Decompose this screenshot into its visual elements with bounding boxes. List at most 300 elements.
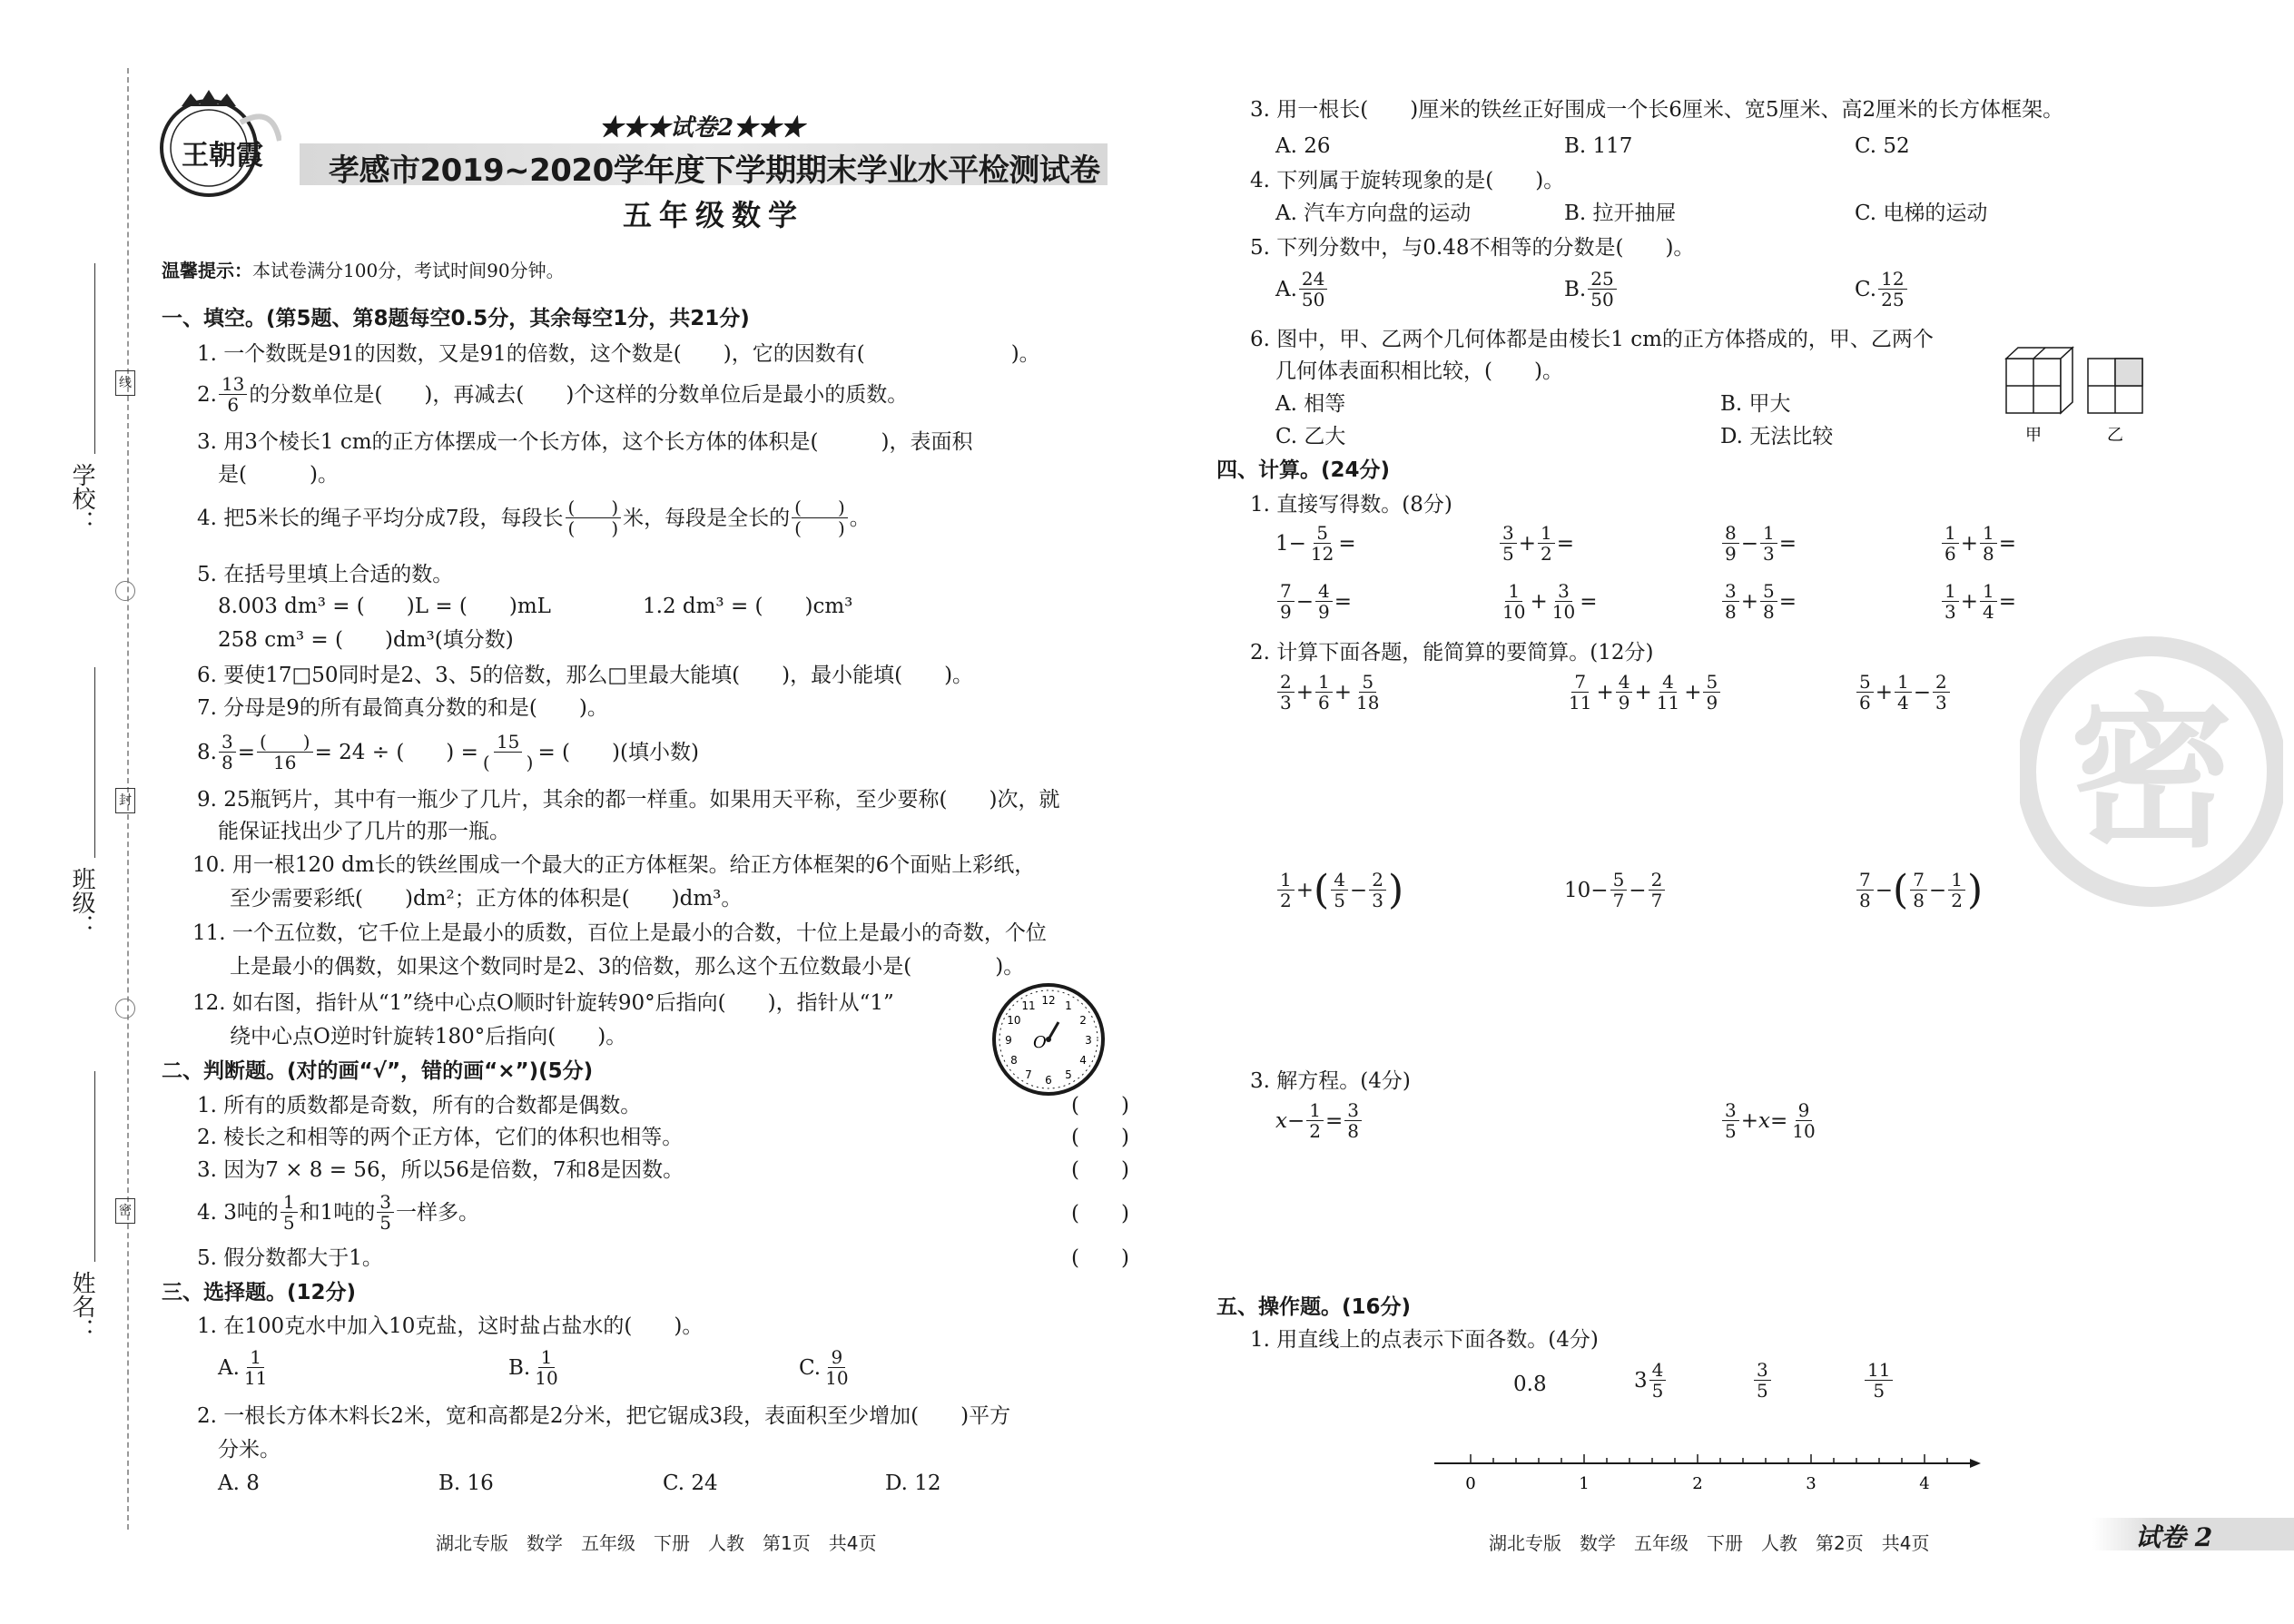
fraction-numerator: 13: [219, 374, 247, 395]
fraction-denominator: 10: [825, 1367, 849, 1389]
fraction-numerator: 1: [1895, 672, 1912, 693]
fraction: [1277, 870, 1295, 910]
fraction: [1308, 523, 1336, 564]
fill-q9-line1: 9. 25瓶钙片，其中有一瓶少了几片，其余的都一样重。如果用天平称，至少要称( )次，就: [197, 788, 1060, 812]
clock-numeral: 3: [1085, 1034, 1092, 1047]
judge-q4-text-b: 和1吨的: [299, 1200, 376, 1225]
choice-q1: 1. 在100克水中加入10克盐，这时盐占盐水的( )。: [197, 1314, 704, 1338]
fill-q8-end: = ( )(填小数): [537, 740, 699, 764]
fill-q4-text-b: 米，每段是全长的: [623, 506, 791, 530]
choice-q1-option-b[interactable]: [508, 1347, 563, 1388]
minus-sign: −: [1590, 878, 1609, 902]
fraction-numerator: 3: [219, 732, 236, 753]
equals-sign: =: [1556, 531, 1575, 556]
plus-sign: +: [1596, 680, 1614, 704]
fraction: [1703, 672, 1720, 713]
fraction-denominator: 50: [1590, 289, 1614, 310]
simplify-calc-6: [1855, 866, 1984, 913]
operation-q1: 1. 用直线上的点表示下面各数。(4分): [1250, 1328, 1599, 1352]
exam-subtitle: 五年级数学: [623, 198, 805, 232]
fraction-13-6: [219, 374, 247, 415]
fraction-numerator: 4: [1315, 581, 1333, 602]
fraction-denominator: 50: [1301, 289, 1325, 310]
fraction-9-10: [822, 1347, 851, 1388]
fraction-denominator: 9: [1318, 601, 1330, 623]
choice-q6-line1: 6. 图中，甲、乙两个几何体都是由棱长1 cm的正方体搭成的，甲、乙两个: [1250, 328, 1934, 351]
fraction: [1610, 870, 1628, 910]
clock-numeral: 10: [1007, 1014, 1021, 1027]
fraction-numerator: 3: [1722, 581, 1739, 602]
blank-denominator: ( ): [567, 517, 619, 539]
fraction-numerator: 3: [1500, 523, 1517, 544]
section-3-heading: 三、选择题。(12分): [162, 1281, 357, 1304]
figure-label-yi: 乙: [2107, 426, 2123, 445]
fraction-denominator: 3: [1763, 543, 1775, 565]
judge-answer-4[interactable]: ( ): [1071, 1202, 1129, 1225]
fraction-denominator: 5: [282, 1212, 295, 1234]
choice-q4-option-a[interactable]: A. 汽车方向盘的运动: [1275, 202, 1472, 225]
fraction-denominator: 11: [1656, 692, 1680, 714]
choice-q5-option-b[interactable]: [1564, 269, 1619, 310]
exam-title: 孝感市2019~2020学年度下学期期末学业水平检测试卷: [329, 153, 1100, 189]
fraction-numerator: 3: [1344, 1100, 1362, 1121]
fraction: [1789, 1100, 1817, 1141]
variable-x: x: [1275, 1108, 1287, 1133]
fill-q3-line2: 是( )。: [218, 463, 339, 487]
fraction-numerator: ( ): [257, 732, 313, 753]
right-page-footer: 湖北专版 数学 五年级 下册 人教 第2页 共4页: [1489, 1532, 1930, 1554]
choice-q2-option-b[interactable]: B. 16: [438, 1471, 494, 1495]
fraction-numerator: 5: [1703, 672, 1720, 693]
fraction-numerator: 1: [1306, 1100, 1324, 1121]
fraction-numerator: 1: [538, 1347, 556, 1368]
fraction-3-8: [219, 732, 236, 773]
judge-answer-1[interactable]: ( ): [1071, 1094, 1129, 1117]
right-paren: ): [1966, 866, 1984, 913]
minus-sign: −: [1928, 878, 1947, 902]
choice-q2-option-d[interactable]: D. 12: [885, 1471, 941, 1495]
fraction: [1277, 672, 1295, 713]
choice-q3: 3. 用一根长( )厘米的铁丝正好围成一个长6厘米、宽5厘米、高2厘米的长方体框架。: [1250, 98, 2064, 122]
fill-q1: 1. 一个数既是91的因数，又是91的倍数，这个数是( )，它的因数有( )。: [197, 342, 1040, 366]
fill-q4-text-a: 4. 把5米长的绳子平均分成7段，每段长: [197, 506, 564, 530]
plus-sign: +: [1875, 680, 1894, 704]
fraction-denominator: 12: [1310, 543, 1334, 565]
fraction: [1754, 1360, 1771, 1401]
blank-numerator: ( ): [792, 497, 848, 518]
option-letter: C.: [799, 1355, 822, 1380]
fraction-blank-16: [257, 732, 313, 773]
seal-mark-secret: 密: [115, 1198, 135, 1224]
fraction-3-5: [377, 1192, 394, 1233]
fraction-denominator: 8: [1913, 890, 1925, 911]
choice-q3-option-a[interactable]: A. 26: [1275, 134, 1331, 158]
fraction: [1277, 581, 1295, 622]
fraction-numerator: 1: [1505, 581, 1522, 602]
fraction: [1344, 1100, 1362, 1141]
class-underline: [94, 667, 95, 858]
clock-numeral: 4: [1079, 1054, 1087, 1067]
fraction-numerator: 5: [1760, 581, 1777, 602]
fill-q11-line2: 上是最小的偶数，如果这个数同时是2、3的倍数，那么这个五位数最小是( )。: [230, 955, 1025, 979]
equals-sign: =: [1325, 1108, 1344, 1133]
choice-q6-line2: 几何体表面积相比较，( )。: [1275, 359, 1563, 383]
fraction-numerator: 5: [1610, 870, 1628, 891]
option-letter: B.: [508, 1355, 531, 1380]
fraction-denominator: 5: [1651, 1380, 1664, 1402]
logo-text: 王朝霞: [182, 140, 263, 172]
plus-sign: +: [1740, 589, 1759, 614]
fraction-denominator: 4: [1897, 692, 1909, 714]
fill-q2: [197, 374, 908, 415]
choice-q4-option-b[interactable]: B. 拉开抽屉: [1564, 202, 1677, 225]
clock-numeral: 6: [1045, 1074, 1052, 1087]
fill-q8-num: 8.: [197, 740, 217, 764]
section-4-heading: 四、计算。(24分): [1216, 458, 1391, 482]
judge-q2: 2. 棱长之和相等的两个正方体，它们的体积也相等。: [197, 1126, 684, 1149]
fill-q12-line2: 绕中心点O逆时针旋转180°后指向( )。: [230, 1025, 627, 1048]
judge-q4-text-a: 4. 3吨的: [197, 1200, 279, 1225]
fraction-denominator: 9: [1618, 692, 1630, 714]
fraction-numerator: 3: [1722, 1100, 1739, 1121]
clock-figure: [989, 980, 1108, 1098]
blank-numerator: ( ): [566, 497, 622, 518]
plus-sign: +: [1960, 589, 1979, 614]
fraction-denominator: 5: [1334, 890, 1345, 911]
fill-q5b: 1.2 dm³ = ( )cm³: [643, 595, 853, 618]
fill-q4-text-c: 。: [849, 506, 871, 530]
fraction: [1306, 1100, 1324, 1141]
choice-q6-option-c[interactable]: C. 乙大: [1275, 425, 1346, 448]
fraction-numerator: 5: [1359, 672, 1376, 693]
fraction: [1315, 672, 1333, 713]
equation-2: [1720, 1100, 1820, 1141]
equals-sign: =: [1334, 589, 1353, 614]
fraction: [1722, 1100, 1739, 1141]
name-underline: [94, 1071, 95, 1262]
fill-q12-line1: 12. 如右图，指针从“1”绕中心点O顺时针旋转90°后指向( )，指针从“1”: [192, 991, 894, 1015]
section-2-heading: 二、判断题。(对的画“√”，错的画“×”)(5分): [162, 1059, 594, 1083]
fraction: [1865, 1360, 1893, 1401]
fraction-denominator: 11: [1569, 692, 1592, 714]
plus-sign: +: [1530, 589, 1548, 614]
simplify-calc-3: [1855, 672, 1952, 713]
equals-sign: =: [1998, 531, 2017, 556]
fraction-denominator: 2: [1309, 1120, 1321, 1142]
option-letter: A.: [218, 1355, 240, 1380]
choice-q2-line1: 2. 一根长方体木料长2米，宽和高都是2分米，把它锯成3段，表面积至少增加( )平方: [197, 1404, 1011, 1428]
equals-sign: =: [1778, 531, 1797, 556]
fraction-denominator: ( ): [482, 752, 534, 773]
judge-q1: 1. 所有的质数都是奇数，所有的合数都是偶数。: [197, 1094, 642, 1117]
variable-x: x: [1758, 1108, 1770, 1133]
plus-sign: +: [1634, 680, 1652, 704]
fraction-numerator: 1: [1760, 523, 1777, 544]
fraction-numerator: 15: [494, 732, 522, 753]
direct-calc-5: [1275, 581, 1352, 622]
fraction: [1856, 870, 1874, 910]
fraction-denominator: 8: [1983, 543, 1994, 565]
fraction-denominator: 18: [1356, 692, 1380, 714]
fill-q6: 6. 要使17□50同时是2、3、5的倍数，那么□里最大能填( )，最小能填( )。: [197, 664, 974, 687]
fraction: [1649, 1360, 1667, 1401]
fill-q10-line1: 10. 用一根120 dm长的铁丝围成一个最大的正方体框架。给正方体框架的6个面贴上彩纸，: [192, 853, 1036, 877]
school-underline: [94, 263, 95, 454]
binding-hole-icon: [115, 581, 135, 601]
fraction-denominator: 5: [1502, 543, 1514, 565]
choice-q3-option-c[interactable]: C. 52: [1855, 134, 1910, 158]
fraction: [1910, 870, 1927, 910]
fraction-denominator: 9: [1725, 543, 1737, 565]
fraction-denominator: 3: [1935, 692, 1947, 714]
fraction: [1948, 870, 1965, 910]
section-5-heading: 五、操作题。(16分): [1216, 1295, 1412, 1319]
fraction-denominator: 2: [1951, 890, 1963, 911]
direct-calc-8: [1940, 581, 2016, 622]
judge-q4: [197, 1192, 479, 1233]
choice-q6-option-d[interactable]: D. 无法比较: [1720, 425, 1834, 448]
tip-label: 温馨提示：: [162, 260, 252, 281]
fraction-numerator: 1: [1942, 523, 1959, 544]
fraction-denominator: 16: [273, 752, 297, 773]
minus-sign: −: [1875, 878, 1894, 902]
fill-q7: 7. 分母是9的所有最简真分数的和是( )。: [197, 696, 608, 720]
fraction-numerator: 4: [1616, 672, 1633, 693]
plus-sign: +: [1684, 680, 1702, 704]
fraction-numerator: 1: [1942, 581, 1959, 602]
fraction-denominator: 5: [379, 1212, 391, 1234]
school-label: 学校：: [68, 463, 95, 534]
fraction: [1550, 581, 1578, 622]
fraction-numerator: 7: [1856, 870, 1874, 891]
choice-q6-option-b[interactable]: B. 甲大: [1720, 392, 1791, 416]
fraction-denominator: 8: [1859, 890, 1871, 911]
choice-q1-option-c[interactable]: [799, 1347, 853, 1388]
fraction-numerator: 5: [1314, 523, 1331, 544]
direct-calc-2: [1498, 523, 1574, 564]
fill-q3-line1: 3. 用3个棱长1 cm的正方体摆成一个长方体，这个长方体的体积是( )，表面积: [197, 430, 973, 454]
fraction: [1942, 581, 1959, 622]
fraction: [1942, 523, 1959, 564]
fraction-denominator: 10: [1792, 1120, 1816, 1142]
fraction-numerator: 24: [1299, 269, 1327, 290]
option-letter: A.: [1275, 277, 1297, 301]
calc-q3-heading: 3. 解方程。(4分): [1250, 1069, 1411, 1093]
choice-q2-line2: 分米。: [218, 1438, 281, 1462]
fraction: [1980, 523, 1997, 564]
class-label: 班级：: [68, 867, 95, 938]
fraction-numerator: 5: [1856, 672, 1874, 693]
fill-q5: 5. 在括号里填上合适的数。: [197, 563, 454, 586]
blank-fraction: [792, 497, 848, 538]
choice-q4-option-c[interactable]: C. 电梯的运动: [1855, 202, 1988, 225]
fill-q8-mid: = 24 ÷ ( ) =: [314, 740, 478, 764]
fraction-numerator: 8: [1722, 523, 1739, 544]
judge-q4-text-c: 一样多。: [396, 1200, 479, 1225]
fraction-numerator: 3: [377, 1192, 394, 1213]
fraction: [1856, 672, 1874, 713]
fraction-numerator: 12: [1878, 269, 1906, 290]
equals-sign: =: [1580, 589, 1598, 614]
minus-sign: −: [1349, 878, 1368, 902]
fraction: [1331, 870, 1348, 910]
fraction: [1722, 581, 1739, 622]
fraction-denominator: 2: [1280, 890, 1292, 911]
equals-sign: =: [1770, 1108, 1788, 1133]
right-paren: ): [1387, 866, 1404, 913]
number-11-5: [1863, 1360, 1895, 1401]
fraction-25-50: [1588, 269, 1616, 310]
fraction-24-50: [1299, 269, 1327, 310]
judge-q3: 3. 因为7 × 8 = 56，所以56是倍数，7和8是因数。: [197, 1158, 684, 1182]
fraction-denominator: 3: [1944, 601, 1956, 623]
choice-q5-option-a[interactable]: [1275, 269, 1329, 310]
fraction: [1654, 672, 1682, 713]
clock-numeral: 8: [1010, 1054, 1018, 1067]
watermark-glyph: 密: [2069, 680, 2234, 870]
fraction: [1760, 523, 1777, 564]
fill-q4: [197, 497, 871, 538]
equals-sign: =: [1778, 589, 1797, 614]
fraction-12-25: [1878, 269, 1906, 310]
secret-watermark-icon: [2020, 635, 2283, 908]
fraction-denominator: 8: [1347, 1120, 1360, 1142]
operand: 10: [1564, 878, 1591, 902]
simplify-calc-4: [1275, 866, 1404, 913]
blank-denominator: ( ): [794, 517, 845, 539]
plus-sign: +: [1518, 531, 1537, 556]
choice-q4: 4. 下列属于旋转现象的是( )。: [1250, 169, 1565, 192]
fraction-1-5: [281, 1192, 298, 1233]
direct-calc-3: [1720, 523, 1797, 564]
fraction: [1315, 581, 1333, 622]
fraction: [1616, 672, 1633, 713]
fraction-denominator: 8: [1725, 601, 1737, 623]
minus-sign: −: [1913, 680, 1932, 704]
fraction-1-11: [241, 1347, 270, 1388]
number-line-label: 4: [1919, 1474, 1930, 1493]
fraction-denominator: 10: [1551, 601, 1576, 623]
fraction-denominator: 25: [1881, 289, 1905, 310]
fraction-numerator: 2: [1649, 870, 1666, 891]
plus-sign: +: [1960, 531, 1979, 556]
fraction-denominator: 9: [1706, 692, 1718, 714]
simplify-calc-2: [1564, 672, 1722, 713]
fraction-numerator: 4: [1331, 870, 1348, 891]
number-line-label: 1: [1579, 1474, 1590, 1493]
equals-sign: =: [237, 740, 255, 764]
clock-numeral: 11: [1021, 999, 1036, 1012]
plus-sign: +: [1334, 680, 1353, 704]
fill-q5a: 8.003 dm³ = ( )L = ( )mL: [218, 595, 551, 618]
fraction: [1500, 523, 1517, 564]
fraction-numerator: 9: [1796, 1100, 1813, 1121]
plus-sign: +: [1740, 1108, 1759, 1133]
simplify-calc-1: [1275, 672, 1383, 713]
fraction-denominator: 11: [243, 1367, 268, 1389]
direct-calc-7: [1720, 581, 1797, 622]
fraction: [1369, 870, 1386, 910]
choice-q5: 5. 下列分数中，与0.48不相等的分数是( )。: [1250, 236, 1695, 260]
left-paren: (: [1893, 866, 1909, 913]
number-line-label: 3: [1806, 1474, 1816, 1493]
minus-sign: −: [1740, 531, 1759, 556]
fraction-denominator: 2: [1541, 543, 1552, 565]
choice-q1-option-a[interactable]: [218, 1347, 271, 1388]
clock-numeral: 1: [1065, 999, 1072, 1012]
judge-answer-3[interactable]: ( ): [1071, 1158, 1129, 1182]
fraction-numerator: 1: [1980, 581, 1997, 602]
fill-q8: [197, 732, 699, 773]
direct-calc-6: [1498, 581, 1597, 622]
fraction-denominator: 10: [1502, 601, 1526, 623]
equals-sign: =: [1338, 531, 1356, 556]
fraction-numerator: 3: [1555, 581, 1572, 602]
fraction-numerator: 11: [1865, 1360, 1893, 1381]
fraction: [1538, 523, 1555, 564]
fraction-denominator: 5: [1725, 1120, 1737, 1142]
fraction-numerator: 1: [281, 1192, 298, 1213]
number-0-8: 0.8: [1513, 1373, 1547, 1396]
calc-q1-heading: 1. 直接写得数。(8分): [1250, 493, 1452, 517]
blank-fraction: [566, 497, 622, 538]
number-line-labels: [1465, 1474, 1929, 1493]
fraction: [1649, 870, 1666, 910]
plus-sign: +: [1295, 878, 1314, 902]
plus-sign: +: [1295, 680, 1314, 704]
fraction: [1354, 672, 1382, 713]
option-letter: B.: [1564, 277, 1587, 301]
operand: 1: [1275, 531, 1289, 556]
simplify-calc-5: [1564, 870, 1667, 910]
choice-q2-option-a[interactable]: A. 8: [218, 1471, 260, 1495]
direct-calc-1: [1275, 523, 1356, 564]
direct-calc-4: [1940, 523, 2016, 564]
minus-sign: −: [1295, 589, 1314, 614]
calc-q2-heading: 2. 计算下面各题，能简算的要简算。(12分): [1250, 641, 1654, 664]
fraction-numerator: 7: [1277, 581, 1295, 602]
clock-numeral: 12: [1041, 994, 1056, 1007]
choice-q2-option-c[interactable]: C. 24: [663, 1471, 718, 1495]
left-paren: (: [1314, 866, 1330, 913]
tip: [162, 257, 565, 284]
minus-sign: −: [1286, 1108, 1305, 1133]
equals-sign: =: [1998, 589, 2017, 614]
tip-text: 本试卷满分100分，考试时间90分钟。: [252, 260, 565, 281]
clock-numeral: 7: [1025, 1068, 1032, 1082]
fraction: [1760, 581, 1777, 622]
fraction: [1722, 523, 1739, 564]
figure-label-jia: 甲: [2025, 426, 2042, 445]
choice-q6-option-a[interactable]: A. 相等: [1275, 392, 1346, 416]
fill-q10-line2: 至少需要彩纸( )dm²；正方体的体积是( )dm³。: [230, 887, 743, 910]
fraction-denominator: 3: [1372, 890, 1383, 911]
judge-answer-2[interactable]: ( ): [1071, 1126, 1129, 1149]
fraction-numerator: 1: [1315, 672, 1333, 693]
fill-q9-line2: 能保证找出少了几片的那一瓶。: [218, 820, 510, 843]
fraction-numerator: 7: [1571, 672, 1589, 693]
judge-answer-5[interactable]: ( ): [1071, 1246, 1129, 1270]
fraction-numerator: 2: [1933, 672, 1950, 693]
judge-q5: 5. 假分数都大于1。: [197, 1246, 383, 1270]
choice-q3-option-b[interactable]: B. 117: [1564, 134, 1633, 158]
fraction-denominator: 6: [227, 394, 240, 416]
choice-q5-option-c[interactable]: [1855, 269, 1909, 310]
number-line-label: 0: [1465, 1474, 1476, 1493]
fraction-denominator: 8: [221, 752, 233, 773]
fill-q2-text: 的分数单位是( )，再减去( )个这样的分数单位后是最小的质数。: [249, 382, 909, 407]
minus-sign: −: [1288, 531, 1306, 556]
